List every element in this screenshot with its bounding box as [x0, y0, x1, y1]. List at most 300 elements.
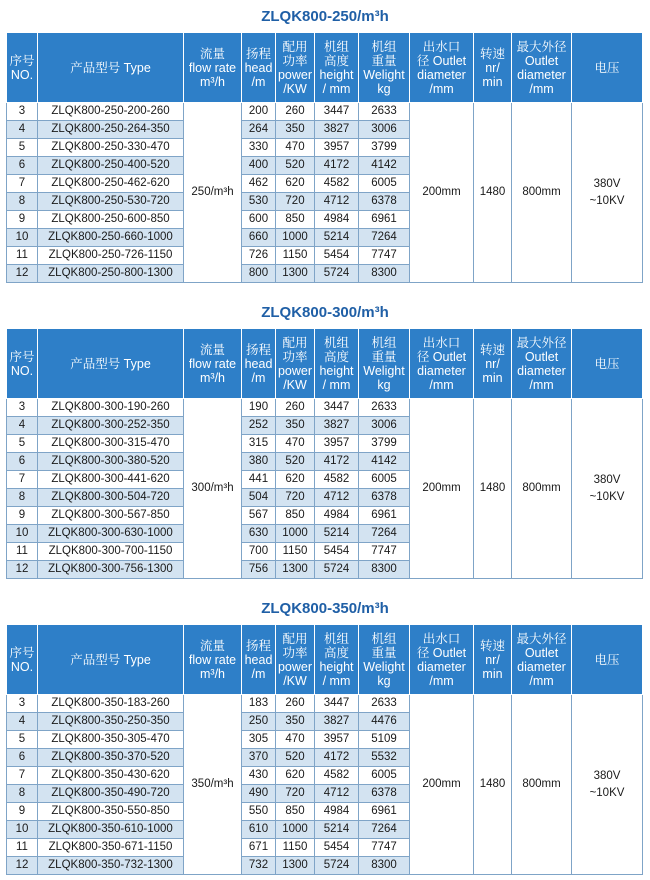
row-power: 1150 [276, 543, 315, 561]
header-head-line: /m [251, 370, 266, 385]
row-power: 850 [276, 803, 315, 821]
header-power-line: 功率 [282, 53, 308, 68]
header-weight-line: 机组 [371, 631, 397, 646]
table-body [7, 695, 643, 875]
row-no: 10 [7, 821, 38, 839]
spec-table [6, 624, 643, 875]
header-flow-line: 流量 [199, 342, 225, 357]
header-maxdia [512, 625, 572, 695]
row-height: 4712 [315, 193, 359, 211]
header-maxdia-line: 最大外径 [516, 39, 567, 54]
header-height-line: height [319, 659, 354, 674]
row-weight: 6378 [359, 193, 410, 211]
row-model-type: ZLQK800-350-305-470 [38, 731, 184, 749]
header-flow-line: m³/h [200, 370, 225, 385]
header-speed [474, 33, 512, 103]
row-power: 520 [276, 453, 315, 471]
row-model-type: ZLQK800-250-800-1300 [38, 265, 184, 283]
header-type-line: 产品型号 Type [70, 356, 151, 371]
row-power: 1300 [276, 561, 315, 579]
row-head: 756 [242, 561, 276, 579]
header-height-line: 高度 [323, 645, 349, 660]
header-no [7, 33, 38, 103]
row-height: 5214 [315, 821, 359, 839]
header-no [7, 625, 38, 695]
row-weight: 7747 [359, 543, 410, 561]
row-weight: 6005 [359, 175, 410, 193]
row-model-type: ZLQK800-250-660-1000 [38, 229, 184, 247]
row-head: 530 [242, 193, 276, 211]
row-power: 720 [276, 193, 315, 211]
row-power: 1150 [276, 247, 315, 265]
row-model-type: ZLQK800-250-726-1150 [38, 247, 184, 265]
row-head: 600 [242, 211, 276, 229]
header-height-line: 高度 [323, 53, 349, 68]
row-model-type: ZLQK800-300-630-1000 [38, 525, 184, 543]
table-row [7, 399, 643, 417]
header-weight-line: 机组 [371, 39, 397, 54]
row-head: 183 [242, 695, 276, 713]
header-height [315, 33, 359, 103]
header-head [242, 329, 276, 399]
header-outlet [410, 625, 474, 695]
max-diameter-cell: 800mm [512, 103, 572, 283]
row-no: 7 [7, 175, 38, 193]
header-outlet-line: diameter [417, 659, 466, 674]
header-maxdia-line: Outlet [524, 53, 559, 68]
row-model-type: ZLQK800-350-671-1150 [38, 839, 184, 857]
row-no: 11 [7, 543, 38, 561]
row-no: 5 [7, 435, 38, 453]
outlet-diameter-cell: 200mm [410, 103, 474, 283]
row-weight: 3799 [359, 139, 410, 157]
max-diameter-cell: 800mm [512, 399, 572, 579]
row-head: 370 [242, 749, 276, 767]
row-height: 4712 [315, 489, 359, 507]
voltage-line: ~10KV [589, 194, 625, 207]
row-power: 350 [276, 121, 315, 139]
row-no: 4 [7, 713, 38, 731]
spec-table [6, 328, 643, 579]
row-height: 5454 [315, 839, 359, 857]
row-height: 5454 [315, 247, 359, 265]
row-no: 9 [7, 211, 38, 229]
row-weight: 4142 [359, 157, 410, 175]
header-voltage-line: 电压 [594, 652, 620, 667]
header-weight-line: kg [377, 377, 391, 392]
header-voltage-line: 电压 [594, 60, 620, 75]
flow-rate-cell: 300/m³h [184, 399, 242, 579]
voltage-cell [572, 103, 643, 283]
row-head: 264 [242, 121, 276, 139]
row-height: 4172 [315, 453, 359, 471]
header-head-line: 扬程 [245, 342, 271, 357]
row-no: 10 [7, 525, 38, 543]
row-model-type: ZLQK800-350-550-850 [38, 803, 184, 821]
outlet-diameter-cell: 200mm [410, 399, 474, 579]
header-outlet-line: diameter [417, 363, 466, 378]
row-model-type: ZLQK800-250-200-260 [38, 103, 184, 121]
header-type-line: 产品型号 Type [70, 60, 151, 75]
row-model-type: ZLQK800-300-380-520 [38, 453, 184, 471]
row-no: 5 [7, 139, 38, 157]
header-weight-line: 重量 [371, 53, 397, 68]
header-flow-line: flow rate [188, 60, 237, 75]
header-height-line: height [319, 363, 354, 378]
row-weight: 6378 [359, 489, 410, 507]
header-maxdia-line: 最大外径 [516, 631, 567, 646]
header-height-line: 机组 [323, 39, 349, 54]
header-power-line: 功率 [282, 349, 308, 364]
row-model-type: ZLQK800-350-183-260 [38, 695, 184, 713]
section-title: ZLQK800-300/m³h [261, 303, 389, 321]
product-section [0, 0, 650, 279]
row-weight: 6961 [359, 803, 410, 821]
row-model-type: ZLQK800-250-530-720 [38, 193, 184, 211]
row-no: 4 [7, 121, 38, 139]
max-diameter-cell: 800mm [512, 695, 572, 875]
header-head-line: /m [251, 666, 266, 681]
header-maxdia-line: Outlet [524, 349, 559, 364]
row-model-type: ZLQK800-350-610-1000 [38, 821, 184, 839]
speed-cell: 1480 [474, 103, 512, 283]
row-weight: 6961 [359, 507, 410, 525]
header-speed-line: 转速 [479, 342, 505, 357]
header-maxdia-line: Outlet [524, 645, 559, 660]
row-model-type: ZLQK800-300-441-620 [38, 471, 184, 489]
header-row [7, 625, 643, 695]
row-height: 3447 [315, 695, 359, 713]
row-power: 850 [276, 211, 315, 229]
row-head: 630 [242, 525, 276, 543]
header-speed-line: min [482, 666, 503, 681]
row-model-type: ZLQK800-300-756-1300 [38, 561, 184, 579]
row-height: 4172 [315, 749, 359, 767]
header-flow [184, 329, 242, 399]
header-type [38, 329, 184, 399]
row-height: 3957 [315, 435, 359, 453]
row-height: 3447 [315, 103, 359, 121]
row-no: 9 [7, 803, 38, 821]
header-weight [359, 33, 410, 103]
row-weight: 2633 [359, 103, 410, 121]
row-head: 567 [242, 507, 276, 525]
row-power: 260 [276, 103, 315, 121]
header-weight-line: Welight [363, 67, 405, 82]
header-power-line: power [277, 67, 313, 82]
header-maxdia [512, 33, 572, 103]
row-weight: 4142 [359, 453, 410, 471]
row-power: 720 [276, 785, 315, 803]
header-power-line: power [277, 363, 313, 378]
table-header [7, 625, 643, 695]
row-weight: 8300 [359, 265, 410, 283]
header-power-line: power [277, 659, 313, 674]
header-maxdia-line: /mm [529, 81, 554, 96]
row-head: 800 [242, 265, 276, 283]
row-power: 260 [276, 399, 315, 417]
row-height: 3827 [315, 417, 359, 435]
header-weight [359, 329, 410, 399]
header-power-line: /KW [283, 81, 307, 96]
header-type-line: 产品型号 Type [70, 652, 151, 667]
header-type [38, 33, 184, 103]
row-weight: 7747 [359, 247, 410, 265]
row-height: 5214 [315, 229, 359, 247]
header-head-line: head [244, 356, 273, 371]
row-no: 5 [7, 731, 38, 749]
voltage-cell [572, 695, 643, 875]
row-head: 400 [242, 157, 276, 175]
row-no: 11 [7, 247, 38, 265]
voltage-cell [572, 399, 643, 579]
header-type [38, 625, 184, 695]
header-no [7, 329, 38, 399]
voltage-line: 380V [593, 769, 621, 782]
header-voltage [572, 33, 643, 103]
table-row [7, 103, 643, 121]
header-head-line: /m [251, 74, 266, 89]
row-model-type: ZLQK800-300-504-720 [38, 489, 184, 507]
row-model-type: ZLQK800-350-250-350 [38, 713, 184, 731]
row-no: 8 [7, 193, 38, 211]
header-flow-line: flow rate [188, 652, 237, 667]
header-outlet-line: 出水口 [422, 631, 461, 646]
row-power: 1150 [276, 839, 315, 857]
header-weight-line: 机组 [371, 335, 397, 350]
header-voltage [572, 625, 643, 695]
row-weight: 6961 [359, 211, 410, 229]
row-weight: 5532 [359, 749, 410, 767]
header-speed-line: nr/ [485, 652, 500, 667]
row-power: 1300 [276, 857, 315, 875]
row-weight: 5109 [359, 731, 410, 749]
row-height: 4172 [315, 157, 359, 175]
row-weight: 7264 [359, 229, 410, 247]
row-model-type: ZLQK800-350-732-1300 [38, 857, 184, 875]
table-body [7, 399, 643, 579]
product-section [0, 592, 650, 871]
row-power: 470 [276, 435, 315, 453]
row-no: 6 [7, 157, 38, 175]
row-height: 4984 [315, 211, 359, 229]
row-height: 3447 [315, 399, 359, 417]
row-no: 10 [7, 229, 38, 247]
row-power: 850 [276, 507, 315, 525]
header-head-line: head [244, 652, 273, 667]
table-header [7, 329, 643, 399]
row-no: 7 [7, 471, 38, 489]
row-head: 732 [242, 857, 276, 875]
header-power-line: 配用 [282, 335, 308, 350]
row-no: 6 [7, 749, 38, 767]
row-head: 726 [242, 247, 276, 265]
header-speed [474, 329, 512, 399]
row-model-type: ZLQK800-250-330-470 [38, 139, 184, 157]
header-weight-line: kg [377, 673, 391, 688]
row-head: 700 [242, 543, 276, 561]
header-outlet-line: 径 Outlet [416, 645, 467, 660]
row-power: 620 [276, 767, 315, 785]
row-model-type: ZLQK800-300-252-350 [38, 417, 184, 435]
header-flow [184, 625, 242, 695]
row-no: 12 [7, 561, 38, 579]
row-weight: 7264 [359, 525, 410, 543]
table-header [7, 33, 643, 103]
header-power-line: 配用 [282, 39, 308, 54]
row-height: 3957 [315, 731, 359, 749]
header-outlet [410, 33, 474, 103]
row-weight: 8300 [359, 561, 410, 579]
row-no: 8 [7, 489, 38, 507]
row-power: 350 [276, 713, 315, 731]
header-power [276, 625, 315, 695]
row-no: 6 [7, 453, 38, 471]
row-no: 3 [7, 695, 38, 713]
header-speed-line: nr/ [485, 60, 500, 75]
header-weight-line: kg [377, 81, 391, 96]
header-height-line: 高度 [323, 349, 349, 364]
row-model-type: ZLQK800-250-600-850 [38, 211, 184, 229]
row-height: 5724 [315, 857, 359, 875]
header-power-line: /KW [283, 377, 307, 392]
header-maxdia-line: /mm [529, 673, 554, 688]
header-weight [359, 625, 410, 695]
row-head: 200 [242, 103, 276, 121]
row-model-type: ZLQK800-350-370-520 [38, 749, 184, 767]
header-height-line: height [319, 67, 354, 82]
row-height: 5214 [315, 525, 359, 543]
row-no: 7 [7, 767, 38, 785]
row-height: 3957 [315, 139, 359, 157]
voltage-line: 380V [593, 473, 621, 486]
speed-cell: 1480 [474, 399, 512, 579]
header-flow [184, 33, 242, 103]
header-height [315, 329, 359, 399]
row-power: 470 [276, 731, 315, 749]
header-maxdia-line: diameter [517, 659, 566, 674]
table-row [7, 695, 643, 713]
row-weight: 2633 [359, 695, 410, 713]
row-height: 5724 [315, 265, 359, 283]
row-power: 720 [276, 489, 315, 507]
row-model-type: ZLQK800-300-190-260 [38, 399, 184, 417]
row-head: 330 [242, 139, 276, 157]
flow-rate-cell: 250/m³h [184, 103, 242, 283]
row-head: 190 [242, 399, 276, 417]
header-flow-line: flow rate [188, 356, 237, 371]
header-head-line: 扬程 [245, 638, 271, 653]
outlet-diameter-cell: 200mm [410, 695, 474, 875]
row-weight: 3006 [359, 121, 410, 139]
row-weight: 7264 [359, 821, 410, 839]
row-height: 4712 [315, 785, 359, 803]
header-weight-line: Welight [363, 363, 405, 378]
voltage-line: ~10KV [589, 786, 625, 799]
row-weight: 3799 [359, 435, 410, 453]
header-no-line: NO. [10, 659, 34, 674]
header-speed-line: nr/ [485, 356, 500, 371]
header-power-line: 功率 [282, 645, 308, 660]
row-height: 5454 [315, 543, 359, 561]
header-head-line: 扬程 [245, 46, 271, 61]
header-voltage [572, 329, 643, 399]
header-speed-line: min [482, 74, 503, 89]
row-no: 8 [7, 785, 38, 803]
row-no: 12 [7, 265, 38, 283]
header-no-line: NO. [10, 67, 34, 82]
header-power-line: /KW [283, 673, 307, 688]
row-power: 520 [276, 157, 315, 175]
row-weight: 6005 [359, 471, 410, 489]
row-power: 620 [276, 175, 315, 193]
header-outlet-line: 出水口 [422, 335, 461, 350]
table-body [7, 103, 643, 283]
section-title: ZLQK800-250/m³h [261, 7, 389, 25]
row-power: 1300 [276, 265, 315, 283]
header-speed-line: 转速 [479, 638, 505, 653]
header-height-line: 机组 [323, 631, 349, 646]
row-weight: 6005 [359, 767, 410, 785]
header-head-line: head [244, 60, 273, 75]
header-outlet-line: 径 Outlet [416, 53, 467, 68]
row-height: 4582 [315, 175, 359, 193]
row-power: 520 [276, 749, 315, 767]
row-head: 315 [242, 435, 276, 453]
header-weight-line: 重量 [371, 645, 397, 660]
header-no-line: 序号 [9, 53, 35, 68]
speed-cell: 1480 [474, 695, 512, 875]
row-head: 660 [242, 229, 276, 247]
row-height: 4984 [315, 803, 359, 821]
flow-rate-cell: 350/m³h [184, 695, 242, 875]
header-no-line: 序号 [9, 349, 35, 364]
header-height-line: / mm [322, 673, 351, 688]
header-power [276, 329, 315, 399]
header-flow-line: m³/h [200, 74, 225, 89]
row-head: 250 [242, 713, 276, 731]
row-power: 350 [276, 417, 315, 435]
row-head: 305 [242, 731, 276, 749]
row-head: 441 [242, 471, 276, 489]
header-no-line: 序号 [9, 645, 35, 660]
row-head: 610 [242, 821, 276, 839]
voltage-line: ~10KV [589, 490, 625, 503]
header-flow-line: 流量 [199, 638, 225, 653]
header-maxdia [512, 329, 572, 399]
row-no: 11 [7, 839, 38, 857]
header-row [7, 33, 643, 103]
row-no: 3 [7, 103, 38, 121]
header-flow-line: 流量 [199, 46, 225, 61]
header-outlet-line: 出水口 [422, 39, 461, 54]
row-head: 462 [242, 175, 276, 193]
header-outlet [410, 329, 474, 399]
row-weight: 4476 [359, 713, 410, 731]
row-head: 671 [242, 839, 276, 857]
header-maxdia-line: /mm [529, 377, 554, 392]
header-speed-line: min [482, 370, 503, 385]
header-head [242, 33, 276, 103]
row-head: 504 [242, 489, 276, 507]
row-weight: 7747 [359, 839, 410, 857]
row-model-type: ZLQK800-300-700-1150 [38, 543, 184, 561]
header-speed [474, 625, 512, 695]
header-no-line: NO. [10, 363, 34, 378]
header-weight-line: 重量 [371, 349, 397, 364]
row-model-type: ZLQK800-300-567-850 [38, 507, 184, 525]
row-head: 380 [242, 453, 276, 471]
